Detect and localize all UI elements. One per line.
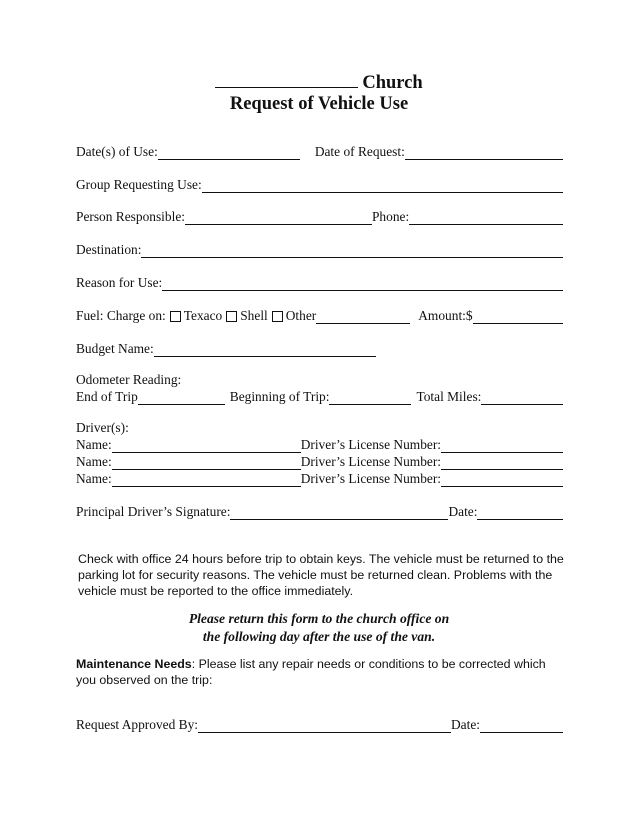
driver-name-field[interactable] — [112, 456, 301, 470]
driver-name-label: Name: — [76, 454, 112, 469]
odometer-heading: Odometer Reading: — [76, 372, 182, 387]
maintenance-section — [76, 656, 568, 688]
destination-field[interactable] — [141, 244, 563, 258]
shell-label: Shell — [240, 308, 268, 323]
destination-row — [76, 240, 563, 258]
date-of-request-field[interactable] — [405, 146, 563, 160]
maintenance-label: Maintenance Needs — [76, 657, 192, 671]
odometer-row — [76, 387, 563, 405]
church-name-blank[interactable] — [215, 72, 358, 88]
church-name-line — [0, 72, 638, 94]
other-label: Other — [285, 308, 317, 323]
driver-license-field[interactable] — [441, 473, 563, 487]
date-of-request-label: Date of Request: — [314, 144, 405, 159]
budget-name-label: Budget Name: — [76, 341, 154, 356]
beginning-of-trip-field[interactable] — [329, 391, 411, 405]
driver-license-field[interactable] — [441, 439, 563, 453]
principal-signature-label: Principal Driver’s Signature: — [76, 504, 231, 519]
other-fuel-field[interactable] — [316, 310, 410, 324]
end-of-trip-field[interactable] — [138, 391, 225, 405]
fuel-label: Fuel: Charge on: — [76, 308, 166, 323]
key-return-notice: Check with office 24 hours before trip to obtain keys. The vehicle must be returned to the parking lot for security reasons. The vehicle must be returned clean. Problems with the vehicle must be reported to the office immediately. — [78, 552, 564, 599]
approved-by-label: Request Approved By: — [76, 717, 198, 732]
destination-label: Destination: — [76, 242, 142, 257]
budget-row — [76, 339, 376, 357]
signature-date-label: Date: — [448, 504, 478, 519]
driver-name-label: Name: — [76, 437, 112, 452]
approved-date-field[interactable] — [480, 719, 563, 733]
texaco-label: Texaco — [183, 308, 223, 323]
dates-of-use-field[interactable] — [158, 146, 300, 160]
driver-row — [76, 435, 563, 453]
driver-name-field[interactable] — [112, 439, 301, 453]
total-miles-label: Total Miles: — [416, 389, 482, 404]
beginning-of-trip-label: Beginning of Trip: — [229, 389, 330, 404]
fuel-row — [76, 306, 563, 324]
other-checkbox[interactable] — [272, 311, 283, 322]
return-instructions-line2: the following day after the use of the van. — [202, 629, 436, 644]
texaco-checkbox[interactable] — [170, 311, 181, 322]
person-row — [76, 207, 563, 225]
signature-row — [76, 502, 563, 520]
principal-signature-field[interactable] — [230, 506, 448, 520]
shell-checkbox[interactable] — [226, 311, 237, 322]
drivers-heading: Driver(s): — [76, 420, 129, 435]
return-instructions — [0, 610, 638, 646]
driver-name-field[interactable] — [112, 473, 301, 487]
reason-label: Reason for Use: — [76, 275, 163, 290]
reason-field[interactable] — [162, 277, 563, 291]
dates-of-use-label: Date(s) of Use: — [76, 144, 158, 159]
driver-row — [76, 452, 563, 470]
signature-date-field[interactable] — [477, 506, 563, 520]
approval-row — [76, 715, 563, 733]
dates-row — [76, 142, 563, 160]
return-instructions-line1: Please return this form to the church office on — [188, 611, 450, 626]
phone-field[interactable] — [409, 211, 563, 225]
total-miles-field[interactable] — [481, 391, 563, 405]
driver-license-label: Driver’s License Number: — [300, 437, 442, 452]
amount-field[interactable] — [473, 310, 563, 324]
group-row — [76, 175, 563, 193]
form-title: Request of Vehicle Use — [229, 94, 409, 114]
approved-by-field[interactable] — [198, 719, 451, 733]
driver-name-label: Name: — [76, 471, 112, 486]
form-header — [0, 72, 638, 115]
driver-license-field[interactable] — [441, 456, 563, 470]
group-requesting-field[interactable] — [202, 179, 563, 193]
person-responsible-field[interactable] — [185, 211, 372, 225]
approved-date-label: Date: — [451, 717, 480, 732]
group-requesting-label: Group Requesting Use: — [76, 177, 202, 192]
driver-license-label: Driver’s License Number: — [300, 454, 442, 469]
maintenance-text: : Please list any repair needs or conditions to be corrected which you observed on the trip: — [76, 657, 546, 688]
reason-row — [76, 273, 563, 291]
phone-label: Phone: — [371, 209, 410, 224]
amount-label: Amount:$ — [418, 308, 473, 323]
end-of-trip-label: End of Trip — [76, 389, 138, 404]
driver-license-label: Driver’s License Number: — [300, 471, 442, 486]
budget-name-field[interactable] — [154, 343, 376, 357]
person-responsible-label: Person Responsible: — [76, 209, 185, 224]
church-suffix: Church — [362, 73, 423, 93]
driver-row — [76, 469, 563, 487]
